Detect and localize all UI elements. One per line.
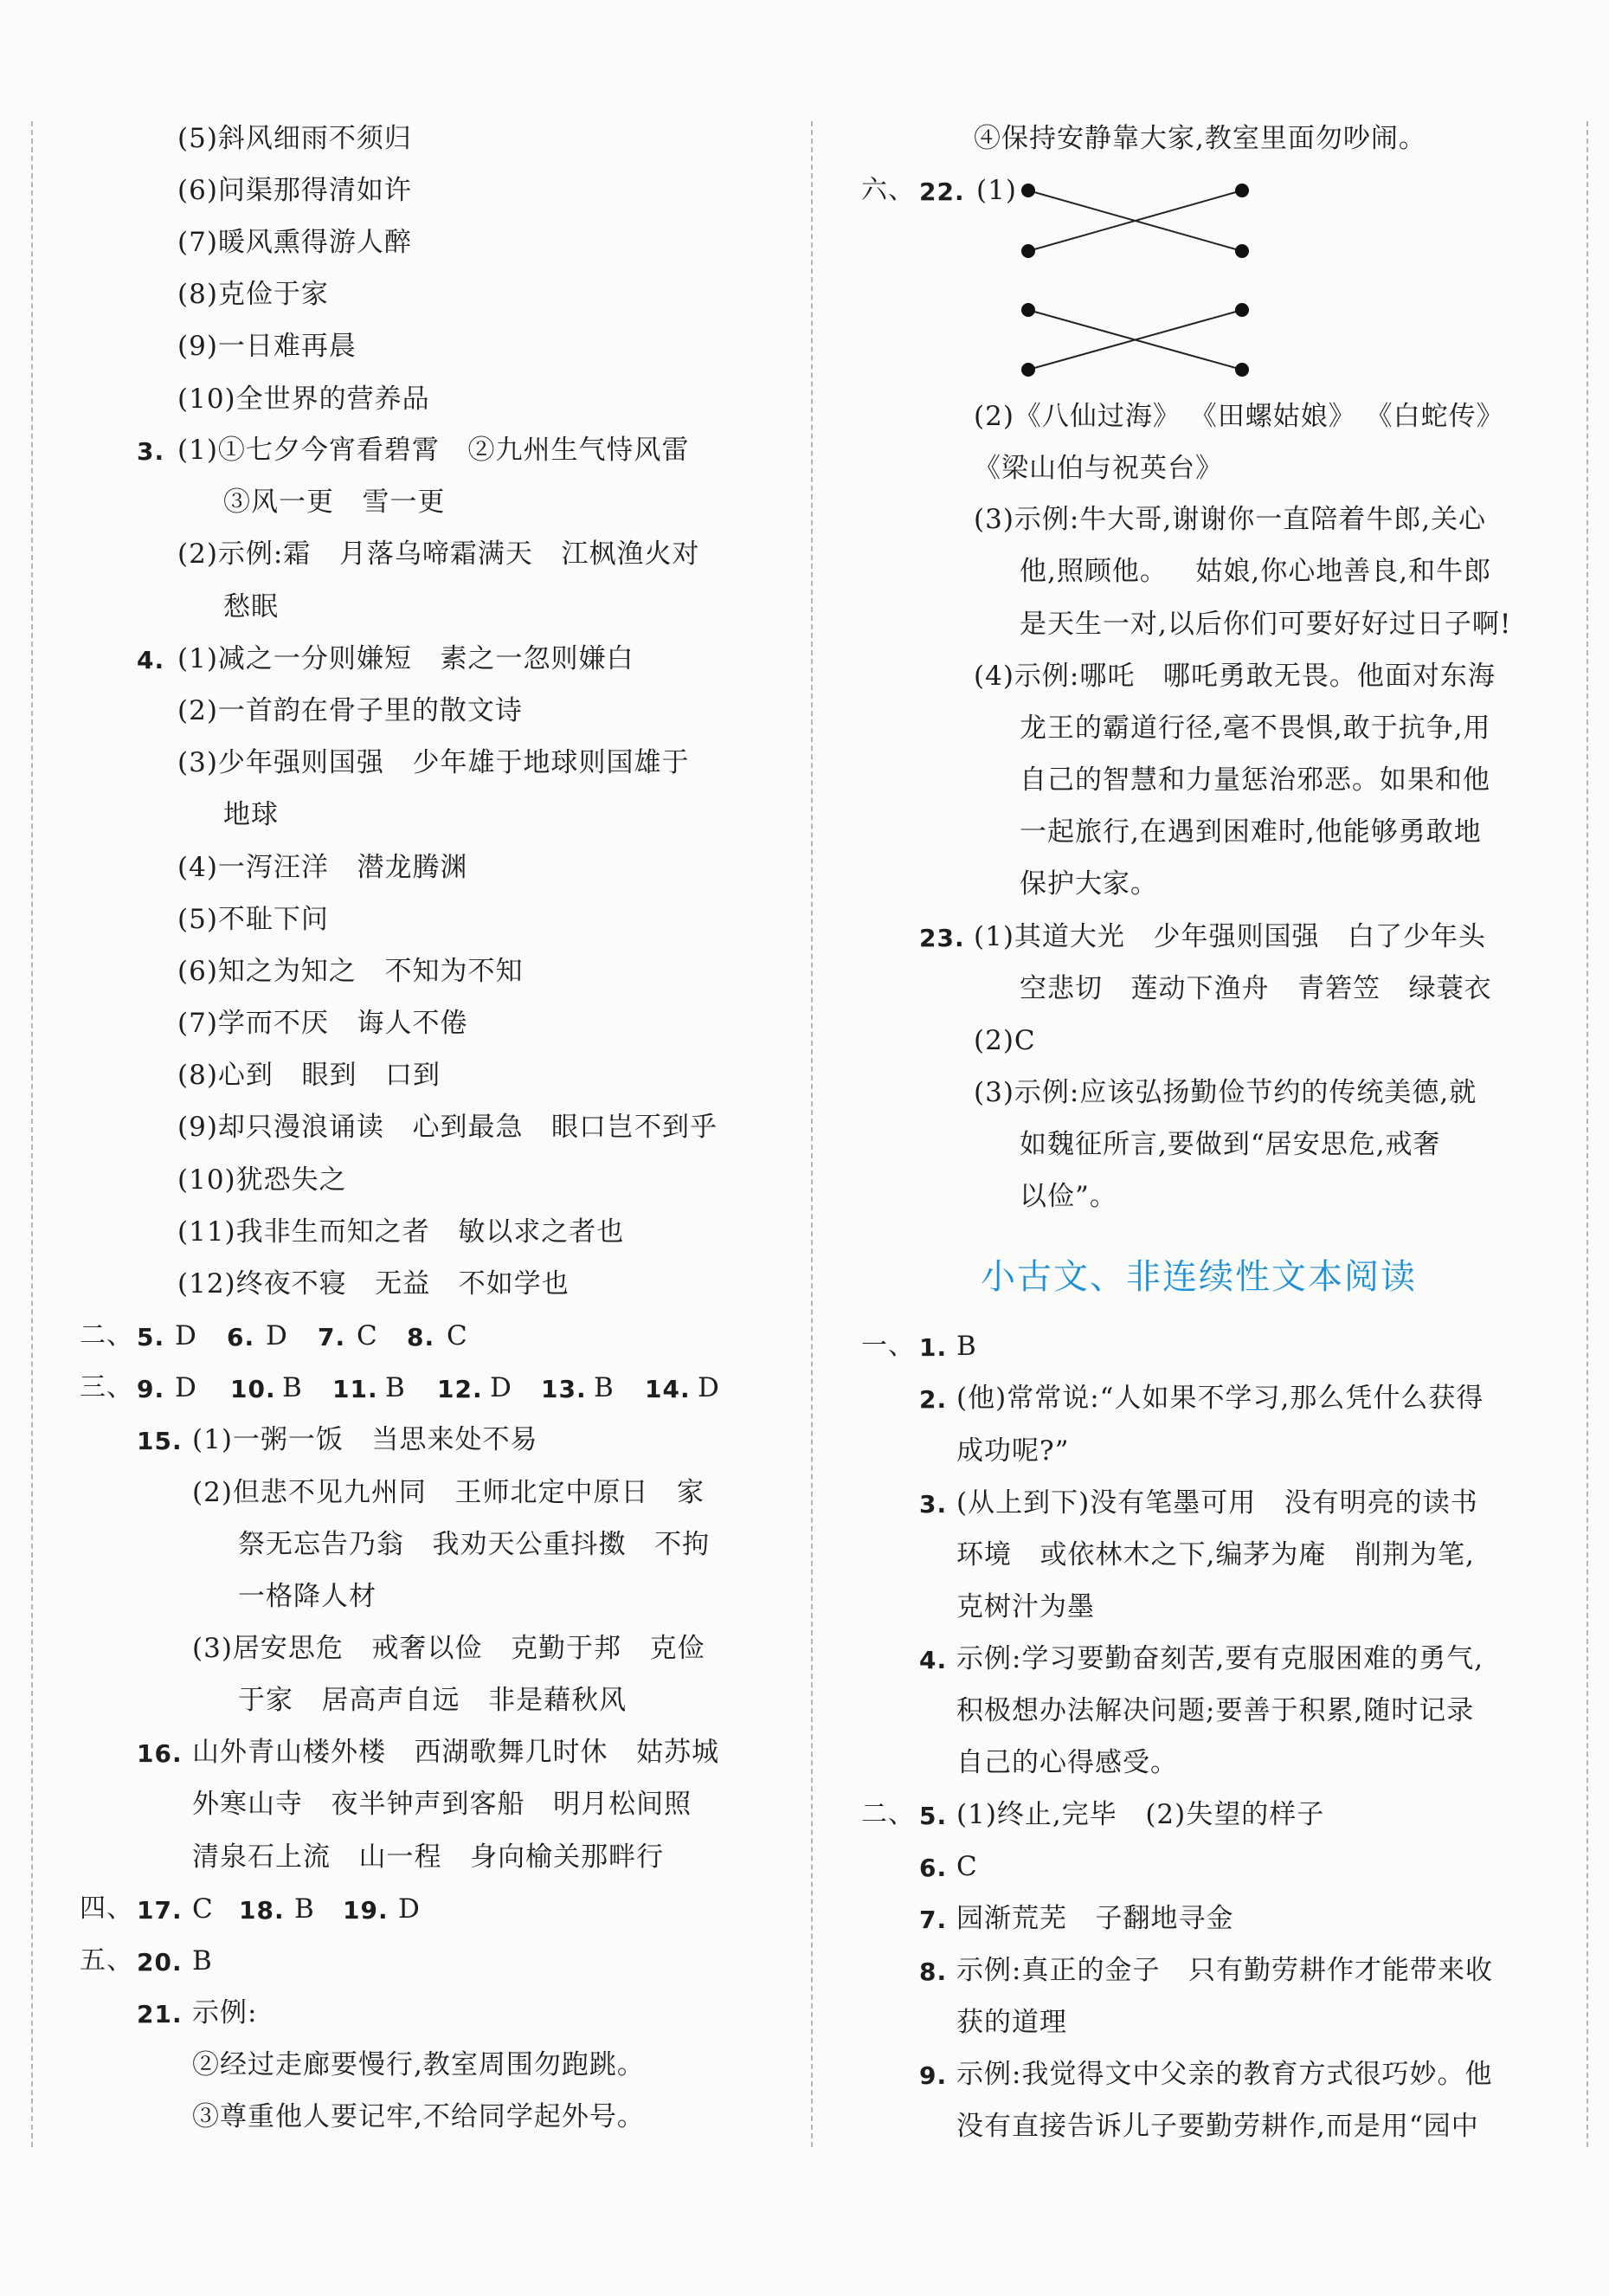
- question-number: 19.: [343, 1896, 389, 1925]
- answer-line: (1): [976, 175, 1017, 206]
- answer-line: (3)居安思危 戒奢以俭 克勤于邦 克俭: [192, 1633, 705, 1664]
- question-number: 5.: [919, 1802, 948, 1830]
- answer-value: C: [192, 1893, 214, 1925]
- answer-line: 示例:我觉得文中父亲的教育方式很巧妙。他: [956, 2059, 1493, 2090]
- answer-line: 于家 居高声自远 非是藉秋风: [238, 1685, 628, 1716]
- answer-line: (7)暖风熏得游人醉: [177, 227, 412, 258]
- answer-line: 园渐荒芜 子翻地寻金: [956, 1903, 1234, 1934]
- answer-line: (1)一粥一饭 当思来处不易: [192, 1424, 538, 1455]
- answer-value: B: [192, 1945, 213, 1977]
- answer-line: (2)《八仙过海》 《田螺姑娘》 《白蛇传》: [974, 401, 1504, 432]
- left-margin-rule: [31, 121, 33, 2147]
- answer-line: (7)学而不厌 诲人不倦: [177, 1008, 468, 1039]
- answer-line: (5)斜风细雨不须归: [177, 123, 412, 154]
- answer-line: 山外青山楼外楼 西湖歌舞几时休 姑苏城: [192, 1737, 720, 1768]
- answer-value: B: [956, 1331, 977, 1362]
- question-number: 21.: [137, 2000, 183, 2028]
- answer-line: (6)问渠那得清如许: [177, 175, 412, 206]
- answer-line: ②经过走廊要慢行,教室周围勿跑跳。: [192, 2049, 645, 2080]
- answer-line: 示例:真正的金子 只有勤劳耕作才能带来收: [956, 1955, 1494, 1986]
- answer-value: B: [294, 1893, 315, 1925]
- answer-value: B: [282, 1372, 303, 1403]
- question-number: 15.: [137, 1427, 183, 1455]
- answer-line: 如魏征所言,要做到“居安思危,戒奢: [1020, 1129, 1441, 1160]
- answer-line: 一起旅行,在遇到困难时,他能够勇敢地: [1020, 816, 1482, 848]
- answer-line: (2)示例:霜 月落乌啼霜满天 江枫渔火对: [177, 539, 700, 570]
- section-label: 五、: [80, 1945, 133, 1976]
- answer-line: 克树汁为墨: [956, 1591, 1095, 1622]
- question-number: 5.: [137, 1323, 165, 1351]
- answer-line: (8)克俭于家: [177, 279, 329, 310]
- answer-line: 成功呢?”: [956, 1435, 1070, 1467]
- right-margin-rule: [1586, 121, 1588, 2147]
- question-number: 11.: [332, 1375, 378, 1403]
- answer-line: 清泉石上流 山一程 身向榆关那畔行: [192, 1841, 665, 1873]
- question-number: 7.: [318, 1323, 346, 1351]
- answer-line: 空悲切 莲动下渔舟 青箬笠 绿蓑衣: [1020, 973, 1492, 1004]
- answer-line: (2)但悲不见九州同 王师北定中原日 家: [192, 1477, 705, 1508]
- answer-value: D: [698, 1372, 720, 1403]
- answer-line: (10)全世界的营养品: [177, 384, 430, 415]
- answer-value: C: [447, 1320, 468, 1351]
- answer-line: 龙王的霸道行径,毫不畏惧,敢于抗争,用: [1020, 713, 1491, 744]
- section-label: 一、: [861, 1331, 915, 1361]
- answer-line: (11)我非生而知之者 敏以求之者也: [177, 1216, 625, 1248]
- answer-value: C: [357, 1320, 378, 1351]
- answer-line: (1)①七夕今宵看碧霄 ②九州生气恃风雷: [177, 435, 690, 466]
- answer-value: D: [266, 1320, 288, 1351]
- answer-value: B: [594, 1372, 615, 1403]
- answer-line: 祭无忘告乃翁 我劝天公重抖擞 不拘: [238, 1529, 711, 1560]
- answer-line: 保护大家。: [1020, 868, 1158, 900]
- answer-line: (6)知之为知之 不知为不知: [177, 956, 524, 987]
- question-number: 3.: [137, 437, 165, 466]
- question-number: 12.: [437, 1375, 483, 1403]
- answer-line: (从上到下)没有笔墨可用 没有明亮的读书: [956, 1487, 1478, 1519]
- question-number: 4.: [919, 1646, 948, 1674]
- answer-line: 以俭”。: [1020, 1181, 1117, 1212]
- answer-line: (10)犹恐失之: [177, 1164, 347, 1196]
- section-label: 六、: [861, 175, 915, 205]
- answer-line: 获的道理: [956, 2007, 1067, 2038]
- answer-line: 外寒山寺 夜半钟声到客船 明月松间照: [192, 1789, 692, 1820]
- answer-line: 自己的智慧和力量惩治邪恶。如果和他: [1020, 764, 1490, 796]
- question-number: 16.: [137, 1739, 183, 1768]
- answer-line: 环境 或依林木之下,编茅为庵 削荆为笔,: [956, 1539, 1475, 1570]
- answer-line: (4)示例:哪吒 哪吒勇敢无畏。他面对东海: [974, 661, 1496, 692]
- question-number: 17.: [137, 1896, 183, 1925]
- question-number: 10.: [230, 1375, 276, 1403]
- question-number: 3.: [919, 1490, 948, 1519]
- matching-diagram: [1013, 173, 1264, 398]
- question-number: 8.: [407, 1323, 435, 1351]
- answer-value: C: [956, 1851, 978, 1882]
- answer-line: (9)却只漫浪诵读 心到最急 眼口岂不到乎: [177, 1112, 718, 1143]
- answer-line: 积极想办法解决问题;要善于积累,随时记录: [956, 1695, 1475, 1726]
- question-number: 4.: [137, 646, 165, 674]
- answer-line: 示例:: [192, 1997, 258, 2028]
- answer-line: 《梁山伯与祝英台》: [974, 453, 1223, 484]
- answer-line: (3)示例:牛大哥,谢谢你一直陪着牛郎,关心: [974, 504, 1487, 535]
- question-number: 9.: [137, 1375, 165, 1403]
- answer-value: D: [398, 1893, 421, 1925]
- question-number: 6.: [227, 1323, 255, 1351]
- question-number: 9.: [919, 2061, 948, 2090]
- question-number: 2.: [919, 1385, 948, 1414]
- answer-line: 是天生一对,以后你们可要好好过日子啊!: [1020, 609, 1512, 640]
- question-number: 7.: [919, 1906, 948, 1934]
- answer-line: (4)一泻汪洋 潜龙腾渊: [177, 852, 468, 883]
- section-label: 二、: [861, 1799, 915, 1829]
- answer-line: ④保持安静靠大家,教室里面勿吵闹。: [974, 123, 1426, 154]
- answer-line: (他)常常说:“人如果不学习,那么凭什么获得: [956, 1383, 1484, 1414]
- section-label: 二、: [80, 1320, 133, 1351]
- answer-value: D: [175, 1320, 197, 1351]
- section-label: 三、: [80, 1372, 133, 1403]
- answer-value: D: [175, 1372, 197, 1403]
- section-title: 小古文、非连续性文本阅读: [981, 1257, 1417, 1297]
- question-number: 6.: [919, 1854, 948, 1882]
- answer-line: (2)一首韵在骨子里的散文诗: [177, 695, 523, 726]
- question-number: 20.: [137, 1948, 183, 1977]
- question-number: 8.: [919, 1957, 948, 1986]
- question-number: 18.: [239, 1896, 285, 1925]
- answer-line: (9)一日难再晨: [177, 331, 357, 362]
- answer-line: (12)终夜不寝 无益 不如学也: [177, 1268, 570, 1300]
- answer-line: 他,照顾他。 姑娘,你心地善良,和牛郎: [1020, 556, 1492, 587]
- answer-line: (3)示例:应该弘扬勤俭节约的传统美德,就: [974, 1077, 1477, 1108]
- answer-line: (1)其道大光 少年强则国强 白了少年头: [974, 921, 1487, 952]
- answer-line: 愁眠: [223, 591, 279, 622]
- question-number: 13.: [541, 1375, 587, 1403]
- question-number: 22.: [919, 177, 965, 206]
- answer-line: (8)心到 眼到 口到: [177, 1060, 441, 1091]
- answer-line: (1)减之一分则嫌短 素之一忽则嫌白: [177, 643, 634, 674]
- answer-value: D: [490, 1372, 512, 1403]
- answer-line: ③尊重他人要记牢,不给同学起外号。: [192, 2101, 645, 2132]
- section-label: 四、: [80, 1893, 133, 1924]
- answer-line: ③风一更 雪一更: [223, 487, 446, 518]
- answer-line: 自己的心得感受。: [956, 1747, 1178, 1778]
- answer-line: (3)少年强则国强 少年雄于地球则国雄于: [177, 747, 690, 778]
- column-divider: [811, 121, 813, 2147]
- question-number: 1.: [919, 1333, 948, 1362]
- answer-line: 示例:学习要勤奋刻苦,要有克服困难的勇气,: [956, 1643, 1484, 1674]
- answer-line: 一格降人材: [238, 1581, 377, 1612]
- answer-value: B: [385, 1372, 406, 1403]
- question-number: 14.: [645, 1375, 691, 1403]
- question-number: 23.: [919, 924, 965, 952]
- answer-line: (5)不耻下问: [177, 904, 329, 935]
- answer-line: (1)终止,完毕 (2)失望的样子: [956, 1799, 1325, 1830]
- answer-line: (2)C: [974, 1025, 1036, 1056]
- answer-line: 地球: [223, 799, 279, 830]
- answer-line: 没有直接告诉儿子要勤劳耕作,而是用“园中: [956, 2111, 1479, 2142]
